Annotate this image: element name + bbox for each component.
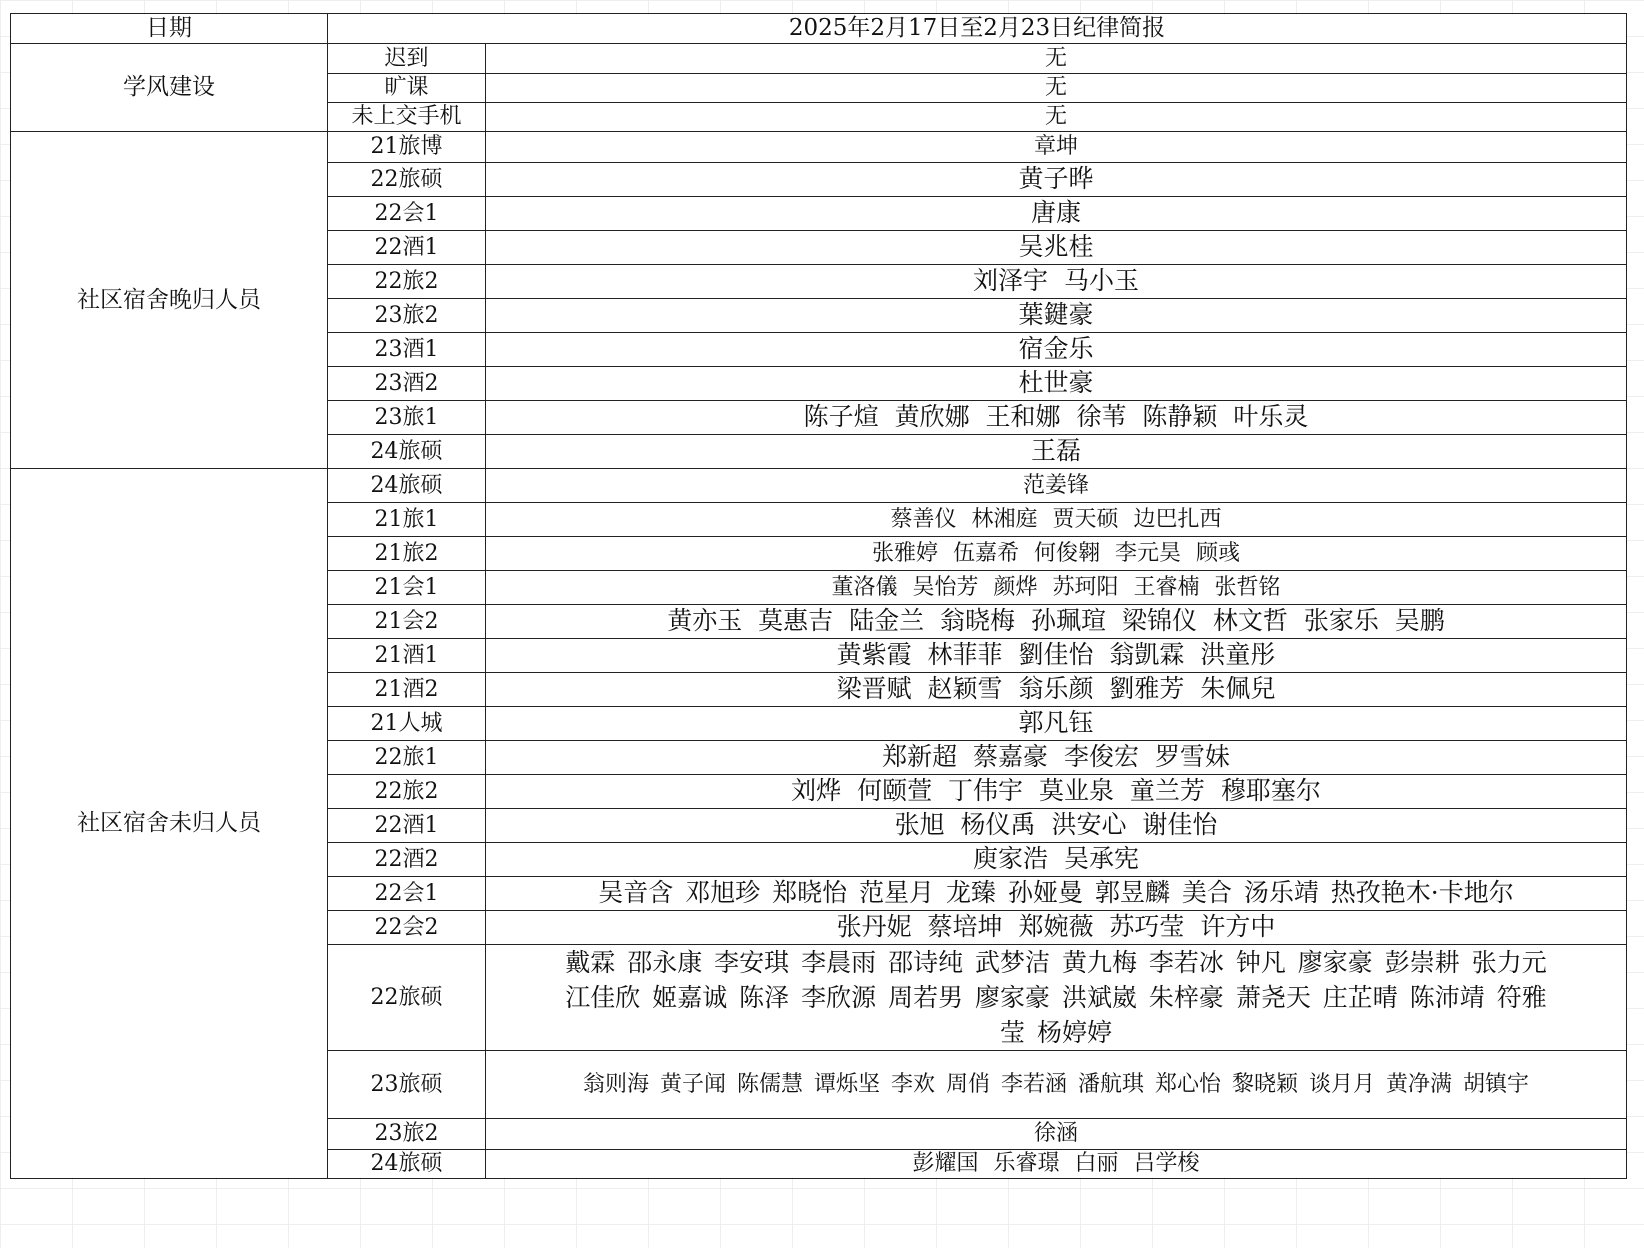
names-cell[interactable]: 翁则海 黄子闻 陈儒慧 谭烁坚 李欢 周俏 李若涵 潘航琪 郑心怡 黎晓颖 谈月月 黄净满 胡镇宇 xyxy=(486,1051,1627,1119)
class-cell[interactable]: 21酒2 xyxy=(328,673,486,707)
names-cell[interactable]: 郑新超 蔡嘉豪 李俊宏 罗雪妹 xyxy=(486,741,1627,775)
class-cell[interactable]: 21人城 xyxy=(328,707,486,741)
names-cell[interactable]: 郭凡钰 xyxy=(486,707,1627,741)
names-cell[interactable]: 梁晋赋 赵颖雪 翁乐颜 劉雅芳 朱佩兒 xyxy=(486,673,1627,707)
report-title-cell[interactable]: 2025年2月17日至2月23日纪律简报 xyxy=(328,14,1627,44)
names-cell[interactable]: 吴兆桂 xyxy=(486,231,1627,265)
study-item-value[interactable]: 无 xyxy=(486,103,1627,132)
discipline-report-table xyxy=(10,13,1627,1179)
names-line: 莹 杨婷婷 xyxy=(1000,1018,1112,1047)
names-cell[interactable]: 陈子煊 黄欣娜 王和娜 徐苇 陈静颖 叶乐灵 xyxy=(486,401,1627,435)
names-cell[interactable]: 刘烨 何颐萱 丁伟宇 莫业泉 童兰芳 穆耶塞尔 xyxy=(486,775,1627,809)
names-cell[interactable]: 张丹妮 蔡培坤 郑婉薇 苏巧莹 许方中 xyxy=(486,911,1627,945)
names-cell[interactable]: 庾家浩 吴承宪 xyxy=(486,843,1627,877)
class-cell[interactable]: 21旅博 xyxy=(328,132,486,163)
class-cell[interactable]: 23旅2 xyxy=(328,299,486,333)
class-cell[interactable]: 24旅硕 xyxy=(328,469,486,503)
study-row xyxy=(11,44,1627,74)
absent-category-cell[interactable]: 社区宿舍未归人员 xyxy=(11,469,328,1179)
class-cell[interactable]: 23酒1 xyxy=(328,333,486,367)
study-item-label[interactable]: 迟到 xyxy=(328,44,486,74)
names-cell[interactable]: 刘泽宇 马小玉 xyxy=(486,265,1627,299)
class-cell[interactable]: 23旅1 xyxy=(328,401,486,435)
study-item-value[interactable]: 无 xyxy=(486,74,1627,103)
class-cell[interactable]: 22旅硕 xyxy=(328,945,486,1051)
names-cell[interactable]: 张旭 杨仪禹 洪安心 谢佳怡 xyxy=(486,809,1627,843)
names-cell-multiline[interactable] xyxy=(486,945,1627,1051)
class-cell[interactable]: 22会2 xyxy=(328,911,486,945)
names-cell[interactable]: 杜世豪 xyxy=(486,367,1627,401)
names-cell[interactable]: 彭耀国 乐睿璟 白丽 吕学梭 xyxy=(486,1150,1627,1179)
class-cell[interactable]: 22旅1 xyxy=(328,741,486,775)
names-cell[interactable]: 葉鍵豪 xyxy=(486,299,1627,333)
date-label-cell[interactable]: 日期 xyxy=(11,14,328,44)
class-cell[interactable]: 21会2 xyxy=(328,605,486,639)
class-cell[interactable]: 22旅2 xyxy=(328,775,486,809)
names-cell[interactable]: 吴音含 邓旭珍 郑晓怡 范星月 龙臻 孙娅曼 郭昱麟 美合 汤乐靖 热孜艳木·卡地尔 xyxy=(486,877,1627,911)
names-cell[interactable]: 蔡善仪 林湘庭 贾天硕 边巴扎西 xyxy=(486,503,1627,537)
names-cell[interactable]: 黄亦玉 莫惠吉 陆金兰 翁晓梅 孙珮瑄 梁锦仪 林文哲 张家乐 吴鹏 xyxy=(486,605,1627,639)
class-cell[interactable]: 23酒2 xyxy=(328,367,486,401)
class-cell[interactable]: 22酒1 xyxy=(328,809,486,843)
names-cell[interactable]: 黄子晔 xyxy=(486,163,1627,197)
names-line: 江佳欣 姬嘉诚 陈泽 李欣源 周若男 廖家豪 洪斌崴 朱梓豪 萧尧天 庄芷晴 陈沛靖 符雅 xyxy=(565,983,1547,1012)
class-cell[interactable]: 21旅1 xyxy=(328,503,486,537)
study-item-label[interactable]: 未上交手机 xyxy=(328,103,486,132)
names-cell[interactable]: 王磊 xyxy=(486,435,1627,469)
names-cell[interactable]: 范姜锋 xyxy=(486,469,1627,503)
names-cell[interactable]: 董洛儀 吴怡芳 颜烨 苏珂阳 王睿楠 张哲铭 xyxy=(486,571,1627,605)
class-cell[interactable]: 24旅硕 xyxy=(328,435,486,469)
study-item-label[interactable]: 旷课 xyxy=(328,74,486,103)
class-cell[interactable]: 21酒1 xyxy=(328,639,486,673)
study-item-value[interactable]: 无 xyxy=(486,44,1627,74)
names-cell[interactable]: 唐康 xyxy=(486,197,1627,231)
class-cell[interactable]: 21旅2 xyxy=(328,537,486,571)
class-cell[interactable]: 21会1 xyxy=(328,571,486,605)
class-cell[interactable]: 23旅硕 xyxy=(328,1051,486,1119)
names-cell[interactable]: 黄紫霞 林菲菲 劉佳怡 翁凱霖 洪童彤 xyxy=(486,639,1627,673)
header-row xyxy=(11,14,1627,44)
names-cell[interactable]: 徐涵 xyxy=(486,1119,1627,1150)
absent-row xyxy=(11,469,1627,503)
class-cell[interactable]: 22会1 xyxy=(328,197,486,231)
names-cell[interactable]: 张雅婷 伍嘉希 何俊翱 李元昊 顾彧 xyxy=(486,537,1627,571)
class-cell[interactable]: 22旅2 xyxy=(328,265,486,299)
names-cell[interactable]: 章坤 xyxy=(486,132,1627,163)
class-cell[interactable]: 23旅2 xyxy=(328,1119,486,1150)
class-cell[interactable]: 24旅硕 xyxy=(328,1150,486,1179)
study-category-cell[interactable]: 学风建设 xyxy=(11,44,328,132)
names-line: 戴霖 邵永康 李安琪 李晨雨 邵诗纯 武梦洁 黄九梅 李若冰 钟凡 廖家豪 彭崇耕 张力元 xyxy=(565,948,1547,977)
class-cell[interactable]: 22酒2 xyxy=(328,843,486,877)
names-cell[interactable]: 宿金乐 xyxy=(486,333,1627,367)
late-category-cell[interactable]: 社区宿舍晚归人员 xyxy=(11,132,328,469)
class-cell[interactable]: 22酒1 xyxy=(328,231,486,265)
class-cell[interactable]: 22会1 xyxy=(328,877,486,911)
class-cell[interactable]: 22旅硕 xyxy=(328,163,486,197)
late-row xyxy=(11,132,1627,163)
